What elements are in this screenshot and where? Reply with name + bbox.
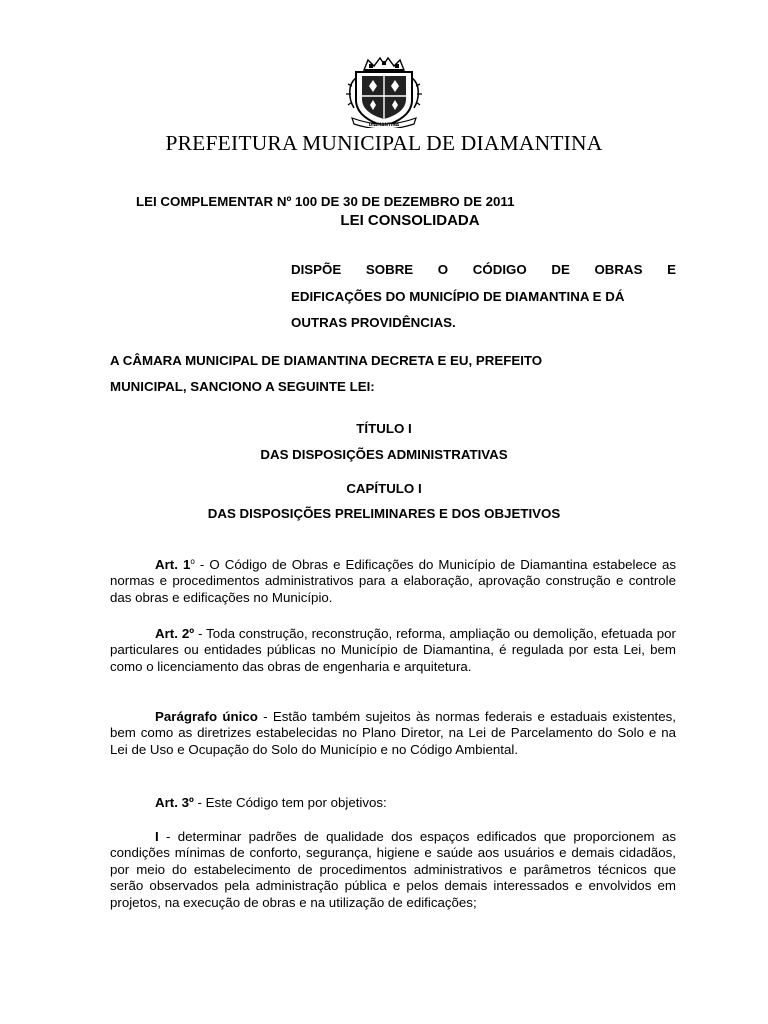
municipal-coat-of-arms-icon (342, 56, 426, 128)
article-3 (110, 795, 676, 811)
item-1 (110, 829, 676, 911)
chapter-name: DAS DISPOSIÇÕES PRELIMINARES E DOS OBJETIVOS (207, 506, 561, 521)
summary-line-3: OUTRAS PROVIDÊNCIAS. (291, 315, 456, 330)
sole-paragraph-text: - Estão também sujeitos às normas federais e estaduais existentes, bem como as diretrizes estabelecidas no Plano Diretor, na Lei de Parcelamento do Solo e na Lei de Uso e Ocupação do Solo do Município e no Código Ambiental. (110, 709, 676, 757)
item-1-text: - determinar padrões de qualidade dos espaços edificados que proporcionem as condições mínimas de conforto, segurança, higiene e saúde aos usuários e demais cidadãos, por meio do estabelecimento de procedimentos administrativos e parâmetros técnicos que serão observados pela administração pública e pelos demais interessados e envolvidos em projetos, na execução de obras e na utilização de edificações; (110, 829, 676, 910)
summary-line-1: DISPÕE SOBRE O CÓDIGO DE OBRAS E (291, 262, 676, 277)
city-hall-title: PREFEITURA MUNICIPAL DE DIAMANTINA (165, 131, 603, 155)
article-1-text: - O Código de Obras e Edificações do Município de Diamantina estabelece as normas e procedimentos administrativos para a elaboração, aprovação construção e controle das obras e edificações no Município. (110, 557, 676, 605)
article-2 (110, 626, 676, 675)
law-summary (291, 260, 676, 340)
sole-paragraph-label: Parágrafo único (155, 709, 258, 724)
preamble (110, 351, 670, 403)
title-name: DAS DISPOSIÇÕES ADMINISTRATIVAS (260, 447, 508, 462)
item-1-label: I (155, 829, 159, 844)
article-2-label: Art. 2º (155, 626, 195, 641)
article-3-text: - Este Código tem por objetivos: (193, 795, 387, 810)
title-heading: TÍTULO I (356, 421, 412, 436)
seal-ribbon-text: DIAMANTINA (368, 122, 400, 127)
article-2-text: - Toda construção, reconstrução, reforma, ampliação ou demolição, efetuada por particulares ou entidades públicas no Município de Diamantina, é regulada por esta Lei, bem como o licenciamento das obras de engenharia e arquitetura. (110, 626, 676, 674)
law-number: LEI COMPLEMENTAR Nº 100 DE 30 DE DEZEMBRO DE 2011 (136, 194, 515, 209)
article-1-ordinal: o (190, 557, 195, 566)
sole-paragraph (110, 709, 676, 758)
article-1 (110, 554, 676, 606)
law-type: LEI CONSOLIDADA (340, 212, 480, 229)
preamble-line-1: A CÂMARA MUNICIPAL DE DIAMANTINA DECRETA E EU, PREFEITO (110, 353, 543, 368)
summary-line-2: EDIFICAÇÕES DO MUNICÍPIO DE DIAMANTINA E DÁ (291, 288, 625, 304)
article-1-label: Art. 1 (155, 557, 191, 572)
article-3-label: Art. 3º (155, 795, 194, 810)
chapter-heading: CAPÍTULO I (346, 481, 422, 496)
preamble-line-2: MUNICIPAL, SANCIONO A SEGUINTE LEI: (110, 379, 375, 394)
